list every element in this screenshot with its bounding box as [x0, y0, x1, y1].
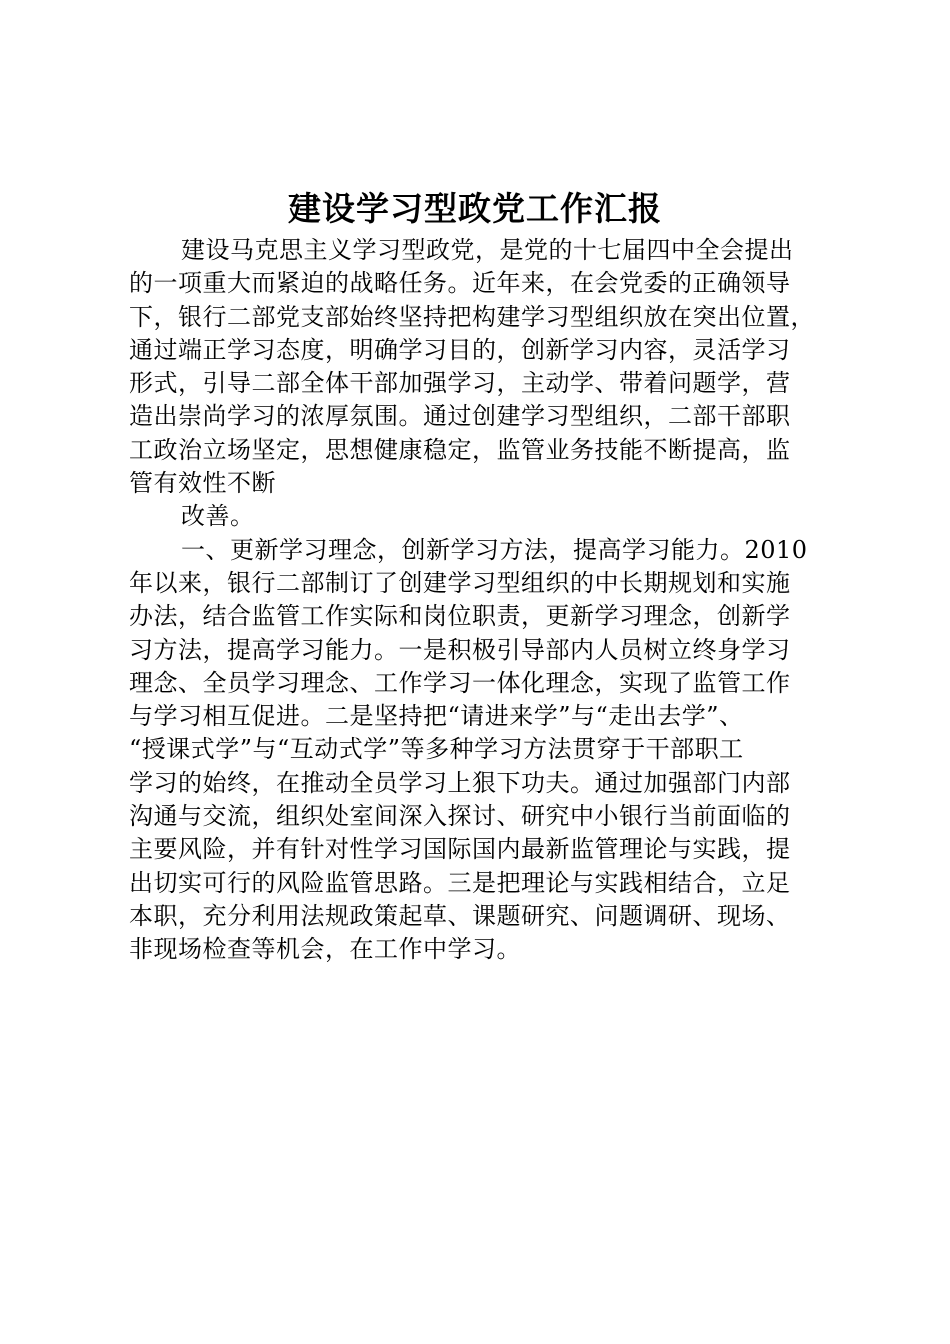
paragraph-line: 本职，充分利用法规政策起草、课题研究、问题调研、现场、 — [129, 901, 791, 930]
paragraph-line: 习方法，提高学习能力。一是积极引导部内人员树立终身学习 — [129, 635, 791, 664]
paragraph-line: 下，银行二部党支部始终坚持把构建学习型组织放在突出位置， — [129, 302, 815, 331]
paragraph-line: 出切实可行的风险监管思路。三是把理论与实践相结合，立足 — [129, 868, 791, 897]
paragraph-line: 通过端正学习态度，明确学习目的，创新学习内容，灵活学习 — [129, 335, 791, 364]
paragraph-line: 与学习相互促进。二是坚持把“请进来学”与“走出去学”、 — [129, 702, 744, 731]
paragraph-line: 办法，结合监管工作实际和岗位职责，更新学习理念，创新学 — [129, 602, 791, 631]
paragraph-line: 主要风险，并有针对性学习国际国内最新监管理论与实践，提 — [129, 835, 791, 864]
paragraph-line: “授课式学”与“互动式学”等多种学习方法贯穿于干部职工 — [129, 735, 744, 764]
paragraph-line: 理念、全员学习理念、工作学习一体化理念，实现了监管工作 — [129, 668, 791, 697]
paragraph-line: 学习的始终，在推动全员学习上狠下功夫。通过加强部门内部 — [129, 768, 791, 797]
paragraph-line: 沟通与交流，组织处室间深入探讨、研究中小银行当前面临的 — [129, 802, 791, 831]
paragraph-line: 改善。 — [181, 502, 255, 531]
paragraph-line: 建设马克思主义学习型政党，是党的十七届四中全会提出 — [181, 236, 794, 264]
paragraph-line: 工政治立场坚定，思想健康稳定，监管业务技能不断提高，监 — [129, 435, 791, 464]
paragraph-line: 管有效性不断 — [129, 469, 276, 498]
paragraph-line: 年以来，银行二部制订了创建学习型组织的中长期规划和实施 — [129, 568, 791, 597]
paragraph-line: 造出崇尚学习的浓厚氛围。通过创建学习型组织，二部干部职 — [129, 402, 791, 431]
paragraph-line: 非现场检查等机会，在工作中学习。 — [129, 935, 521, 964]
paragraph-line: 的一项重大而紧迫的战略任务。近年来，在会党委的正确领导 — [129, 269, 791, 298]
document-title: 建设学习型政党工作汇报 — [288, 189, 662, 228]
paragraph-line: 形式，引导二部全体干部加强学习，主动学、带着问题学，营 — [129, 369, 791, 398]
document-body — [129, 234, 829, 967]
paragraph-line: 一、更新学习理念，创新学习方法，提高学习能力。2010 — [181, 535, 808, 564]
